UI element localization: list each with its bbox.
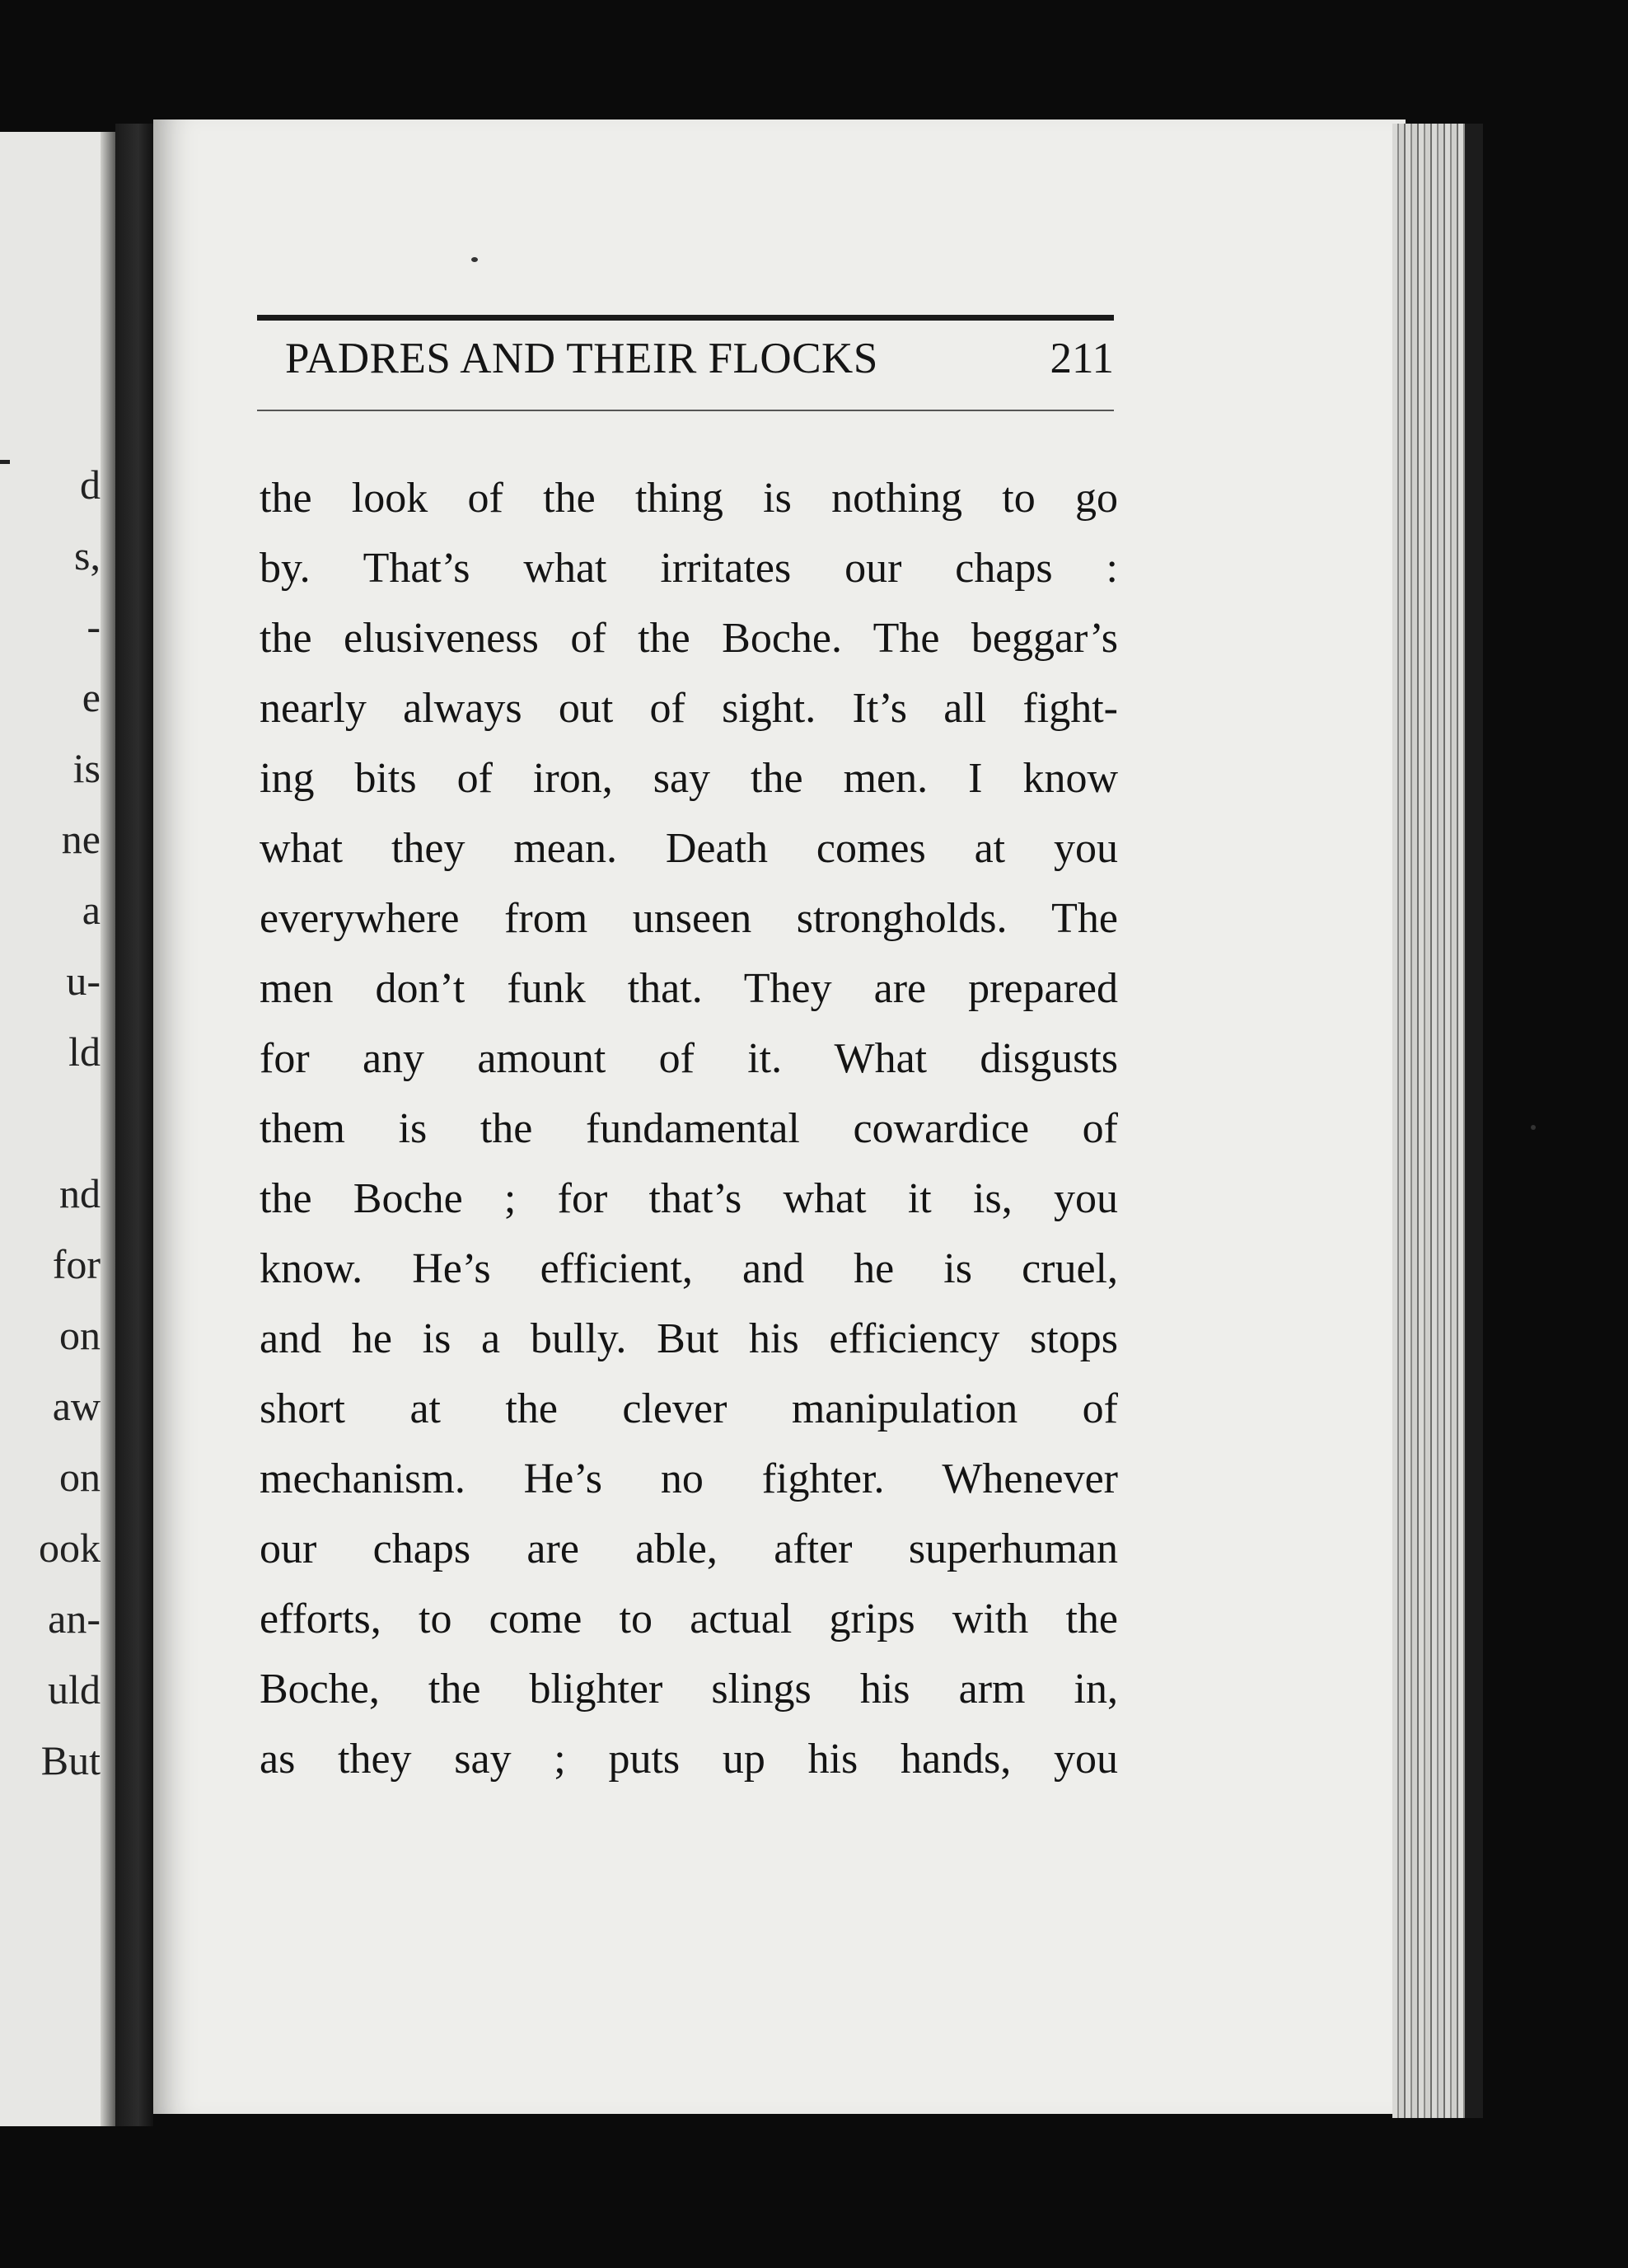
previous-page-line-end bbox=[0, 1087, 101, 1158]
previous-page-line-end: ld bbox=[68, 1029, 101, 1075]
previous-page-line-end: d bbox=[80, 462, 101, 508]
previous-page-line-end: ne bbox=[61, 816, 101, 862]
text-line: short at the clever manipulation of bbox=[260, 1385, 1118, 1432]
text-line: and he is a bully. But his efficiency stops bbox=[260, 1315, 1118, 1362]
previous-page-line-end: ook bbox=[39, 1525, 101, 1571]
text-line: for any amount of it. What disgusts bbox=[260, 1035, 1118, 1082]
ink-speck bbox=[1531, 1125, 1536, 1130]
previous-page-line-end: nd bbox=[59, 1170, 101, 1216]
ink-speck bbox=[471, 257, 478, 262]
text-line: efforts, to come to actual grips with the bbox=[260, 1596, 1118, 1642]
previous-page-line-end: aw bbox=[52, 1383, 101, 1429]
text-line: men don’t funk that. They are prepared bbox=[260, 965, 1118, 1012]
cover-edge bbox=[1465, 124, 1483, 2118]
page-edges bbox=[1392, 124, 1483, 2118]
text-line: what they mean. Death comes at you bbox=[260, 825, 1118, 872]
previous-page-line-end: u- bbox=[66, 958, 101, 1004]
book-binding bbox=[115, 124, 153, 2126]
header-rule-bottom bbox=[257, 410, 1114, 411]
previous-page-line-end: on bbox=[59, 1454, 101, 1500]
text-line: nearly always out of sight. It’s all fight- bbox=[260, 685, 1118, 732]
previous-page-line-end: for bbox=[52, 1241, 101, 1287]
text-line: Boche, the blighter slings his arm in, bbox=[260, 1666, 1118, 1713]
text-line: everywhere from unseen strongholds. The bbox=[260, 895, 1118, 942]
text-line: as they say ; puts up his hands, you bbox=[260, 1736, 1118, 1783]
previous-page-line-end: But bbox=[40, 1737, 101, 1783]
previous-page-line-end: an- bbox=[48, 1596, 101, 1642]
running-title: PADRES AND THEIR FLOCKS bbox=[285, 335, 878, 382]
previous-page-line-end: s, bbox=[74, 532, 101, 579]
text-line: the elusiveness of the Boche. The beggar’s bbox=[260, 615, 1118, 662]
text-line: the look of the thing is nothing to go bbox=[260, 475, 1118, 522]
text-line: mechanism. He’s no fighter. Whenever bbox=[260, 1455, 1118, 1502]
previous-page-line-end: a bbox=[82, 887, 101, 933]
text-line: them is the fundamental cowardice of bbox=[260, 1105, 1118, 1152]
text-line: know. He’s efficient, and he is cruel, bbox=[260, 1245, 1118, 1292]
page-number: 211 bbox=[1050, 335, 1114, 382]
previous-page-line-end: uld bbox=[48, 1666, 101, 1713]
gutter-shadow bbox=[101, 132, 115, 2126]
header-rule-top bbox=[257, 315, 1114, 321]
previous-page-fragment bbox=[0, 132, 115, 2126]
previous-page-line-end: - bbox=[87, 603, 101, 649]
text-line: by. That’s what irritates our chaps : bbox=[260, 545, 1118, 592]
previous-page-line-end: is bbox=[73, 745, 101, 791]
text-line: ing bits of iron, say the men. I know bbox=[260, 755, 1118, 802]
previous-page-line-end: e bbox=[82, 674, 101, 720]
text-line: our chaps are able, after superhuman bbox=[260, 1525, 1118, 1572]
running-header bbox=[257, 334, 1114, 400]
body-text bbox=[260, 463, 1118, 1794]
previous-page-line-end: on bbox=[59, 1312, 101, 1358]
text-line: the Boche ; for that’s what it is, you bbox=[260, 1175, 1118, 1222]
previous-page-line-ends bbox=[0, 449, 101, 1796]
